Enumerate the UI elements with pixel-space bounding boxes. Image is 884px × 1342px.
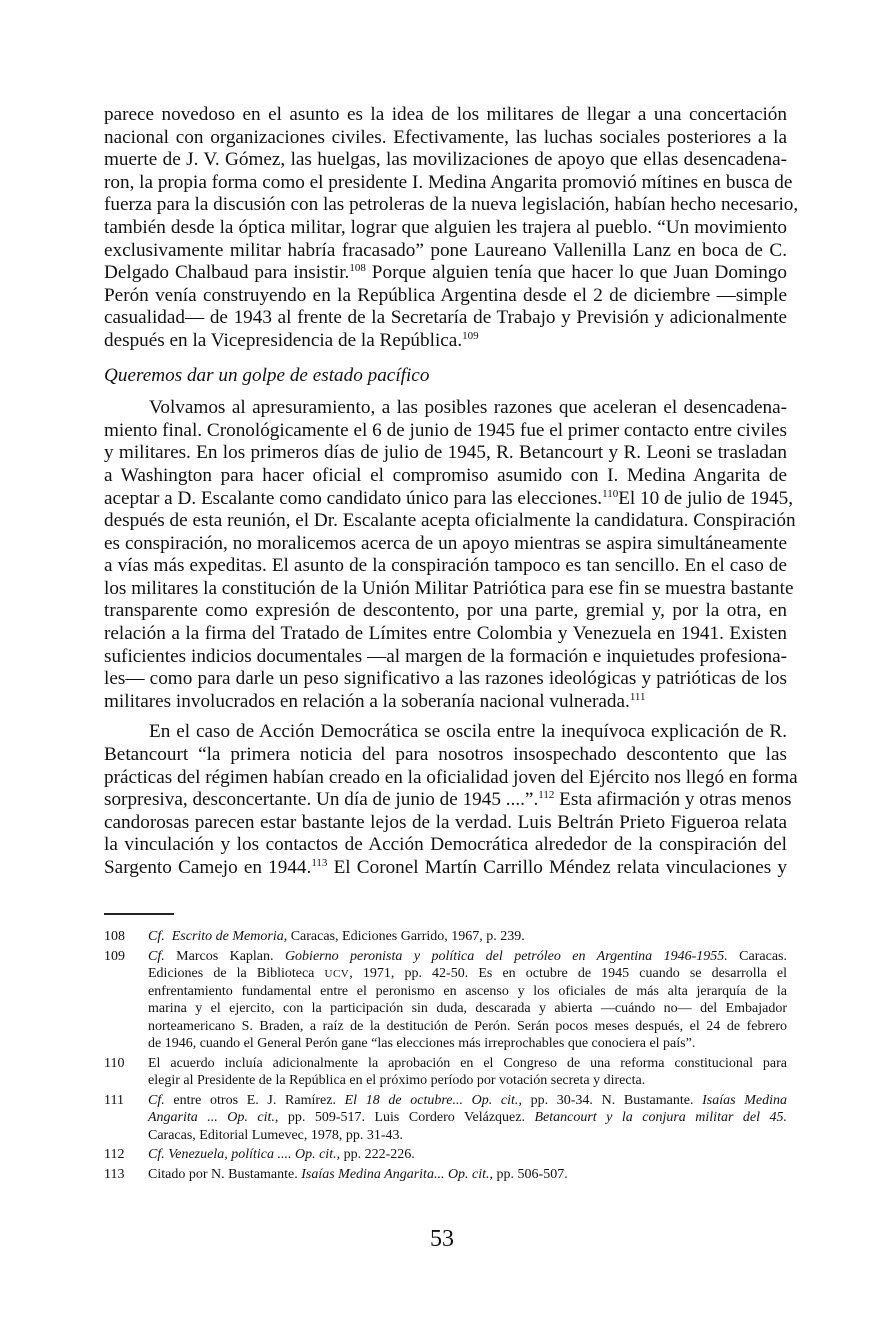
text-line: prácticas del régimen habían creado en la oficialidad joven del Ejército nos llegó en forma (104, 766, 798, 788)
footnote-ref-109[interactable]: 109 (462, 329, 479, 342)
text-line: Delgado Chalbaud para insistir.$^{108}$ Porque alguien tenía que hacer lo que Juan Domingo (104, 262, 787, 284)
footnote-112: 112 Cf. Venezuela, política .... Op. cit., pp. 222-226. (104, 1147, 415, 1162)
text-line: Sargento Camejo en 1944.$^{113}$ El Coronel Martín Carrillo Méndez relata vinculaciones y (104, 857, 787, 878)
footnote-number: 111 (104, 1092, 124, 1108)
footnote-ref-112[interactable]: 112 (538, 789, 555, 802)
text-line: y militares. En los primeros días de julio de 1945, R. Betancourt y R. Leoni se trasladan (104, 442, 787, 464)
text-line: les— como para darle un peso significativo a las razones ideológicas y patrióticas de los (104, 668, 787, 690)
text-line: después de esta reunión, el Dr. Escalante acepta oficialmente la candidatura. Conspiración (104, 510, 796, 532)
footnote-111: 111 Cf. entre otros E. J. Ramírez. El 18 de octubre... Op. cit., pp. 30-34. N. Bustamante. Isaías Medina Angarita ... Op. cit., pp. 509-517. Luis Cordero Velázquez. Betancourt y la conjura militar del 45. Caracas, Editorial Lumevec, 1978, pp. 31-43. (104, 1092, 788, 1143)
section-heading: Queremos dar un golpe de estado pacífico (104, 364, 430, 386)
footnote-number: 108 (104, 929, 125, 944)
page-number: 53 (430, 1226, 454, 1252)
footnote-ref-108[interactable]: 108 (349, 262, 366, 275)
text-line: exclusivamente militar habría fracasado” pone Laureano Vallenilla Lanz en boca de C. (104, 239, 787, 261)
footnotes (104, 928, 787, 1185)
text-line: aceptar a D. Escalante como candidato único para las elecciones.$^{110}$El 10 de julio de 1945, (104, 487, 793, 509)
footnote-ref-113[interactable]: 113 (311, 857, 328, 869)
footnote-number: 112 (104, 1147, 125, 1162)
footnote-ref-111[interactable]: 111 (629, 690, 646, 703)
text-line: suficientes indicios documentales —al margen de la formación e inquietudes profesiona- (104, 645, 787, 667)
text-line: En el caso de Acción Democrática se oscila entre la inequívoca explicación de R. (149, 721, 787, 743)
footnote-113: 113 Citado por N. Bustamante. Isaías Medina Angarita... Op. cit., pp. 506-507. (104, 1166, 568, 1182)
text-line: los militares la constitución de la Unión Militar Patriótica para ese fin se muestra bastante (104, 577, 794, 599)
footnote-ref-110[interactable]: 110 (602, 487, 619, 500)
main-text (104, 104, 799, 880)
text-line: militares involucrados en relación a la soberanía nacional vulnerada.$^{111}$ (104, 690, 646, 712)
text-line: a vías más expeditas. El asunto de la conspiración tampoco es tan sencillo. En el caso de (104, 555, 787, 577)
paragraph-1 (104, 104, 799, 353)
text-line: casualidad— de 1943 al frente de la Secretaría de Trabajo y Previsión y adicionalmente (104, 307, 787, 329)
text-line: relación a la firma del Tratado de Límites entre Colombia y Venezuela en 1941. Existen (104, 623, 787, 645)
footnote-number: 113 (104, 1166, 125, 1182)
text-line: muerte de J. V. Gómez, las huelgas, las movilizaciones de apoyo que ellas desencadena- (104, 149, 787, 171)
text-line: nacional con organizaciones civiles. Efectivamente, las luchas sociales posteriores a la (104, 126, 787, 148)
text-line: parece novedoso en el asunto es la idea de los militares de llegar a una concertación (104, 104, 787, 125)
text-line: la vinculación y los contactos de Acción Democrática alrededor de la conspiración del (104, 834, 787, 856)
text-line: candorosas parecen estar bastante lejos de la verdad. Luis Beltrán Prieto Figueroa relata (104, 811, 787, 833)
text-line: Perón venía construyendo en la República Argentina desde el 2 de diciembre —simple (104, 284, 787, 306)
text-line: transparente como expresión de descontento, por una parte, gremial y, por la otra, en (104, 600, 787, 622)
paragraph-3 (104, 721, 798, 879)
text-line: después en la Vicepresidencia de la República.$^{109}$ (104, 329, 479, 351)
footnote-110: 110 El acuerdo incluía adicionalmente la aprobación en el Congreso de una reforma constitucional para elegir al Presidente de la República en el próximo período por votación secreta y directa. (104, 1055, 787, 1088)
footnote-number: 110 (104, 1055, 125, 1071)
text-line: Betancourt “la primera noticia del para nosotros insospechado descontento que las (104, 744, 787, 766)
footnote-number: 109 (104, 948, 125, 964)
text-line: sorpresiva, desconcertante. Un día de junio de 1945 ....”.$^{112}$ Esta afirmación y otras menos (104, 789, 792, 811)
paragraph-2 (104, 397, 796, 713)
footnote-109: 109 Cf. Marcos Kaplan. Gobierno peronista y política del petróleo en Argentina 1946-1955. Caracas. Ediciones de la Biblioteca UCV, 1971, pp. 42-50. Es en octubre de 1945 cuando se desarrolla el enfrentamiento fundamental entre el peronismo en ascenso y los oficiales de más alta jerarquía de la marina y el ejercito, con la participación sin duda, descarada y abierta —cuándo no— del Embajador norteamericano S. Braden, a raíz de la destitución de Perón. Serán pocos meses después, el 24 de febrero de 1946, cuando el General Perón gane “las elecciones más irreprochables que conociera el país”. (104, 948, 787, 1051)
text-line: a Washington para hacer oficial el compromiso asumido con I. Medina Angarita de (104, 464, 787, 486)
text-line: también desde la óptica militar, lograr que alguien les trajera al pueblo. “Un movimiento (104, 216, 787, 238)
text-line: es conspiración, no moralicemos acerca de un apoyo mientras se aspira simultáneamente (104, 532, 787, 554)
text-line: Volvamos al apresuramiento, a las posibles razones que aceleran el desencadena- (149, 397, 787, 419)
text-line: fuerza para la discusión con las petroleras de la nueva legislación, habían hecho necesario, (104, 194, 799, 216)
footnote-108: 108 Cf. Escrito de Memoria, Caracas, Ediciones Garrido, 1967, p. 239. (104, 929, 525, 944)
footnote-divider (104, 913, 174, 915)
text-line: ron, la propia forma como el presidente I. Medina Angarita promovió mítines en busca de (104, 171, 793, 193)
text-line: miento final. Cronológicamente el 6 de junio de 1945 fue el primer contacto entre civiles (104, 419, 787, 441)
